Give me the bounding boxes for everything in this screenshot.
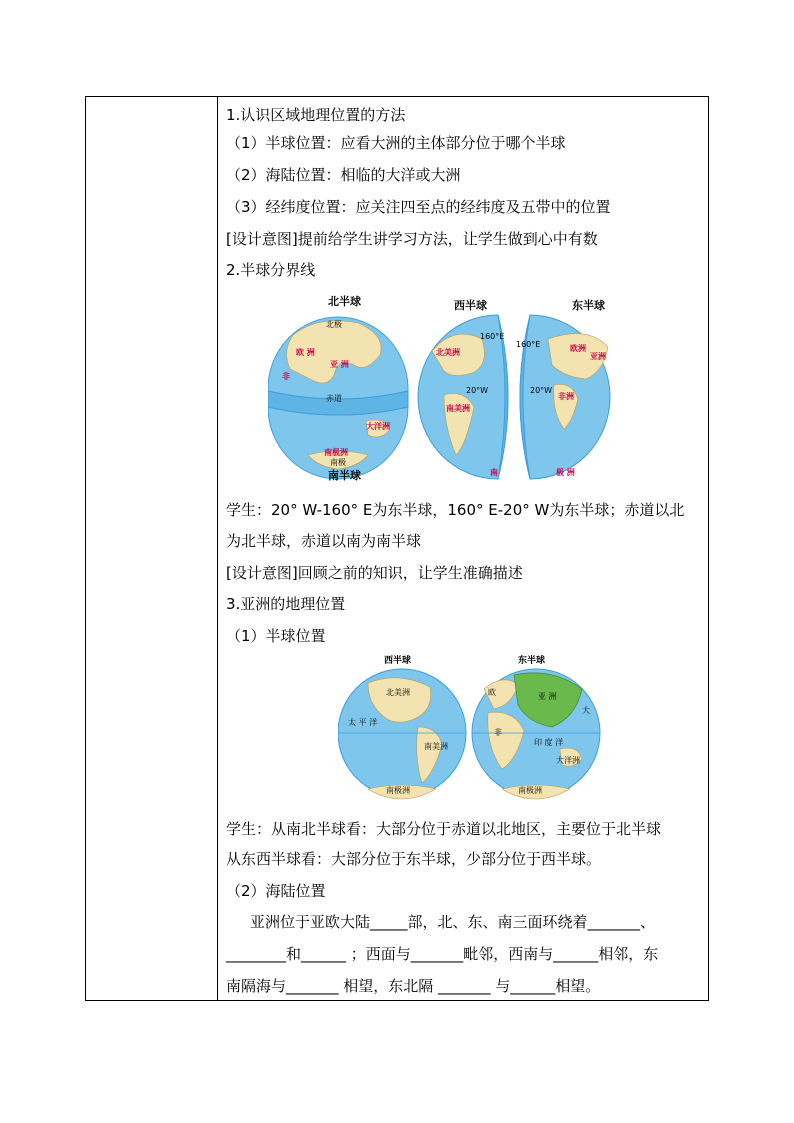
west-hemisphere-label: 西半球 [454, 299, 487, 312]
student-answer: 学生：从南北半球看：大部分位于赤道以北地区，主要位于北半球 [226, 820, 662, 838]
north-pole-label: 北极 [326, 320, 342, 329]
text-line: （1）半球位置 [226, 627, 326, 645]
asia-label: 亚 洲 [538, 692, 557, 701]
text-line: （1）半球位置：应看大洲的主体部分位于哪个半球 [226, 134, 566, 152]
indian-ocean-label: 印 度 洋 [534, 738, 564, 747]
north-america-label: 北美洲 [386, 688, 410, 697]
north-hemisphere-label: 北半球 [328, 295, 361, 308]
asia-hemisphere-figure [338, 653, 602, 803]
south-america-label: 南美洲 [446, 404, 470, 413]
student-answer: 从东西半球看：大部分位于东半球，少部分位于西半球。 [226, 850, 602, 868]
north-america-label: 北美洲 [436, 348, 460, 357]
pacific-label: 太 平 洋 [348, 718, 378, 727]
lon-20w-label-east: 20°W [530, 386, 553, 395]
antarctica-east-label: 极 洲 [556, 468, 575, 477]
east-hemisphere-label: 东半球 [572, 299, 605, 312]
fill-in-blank: 南隔海与_______ 相望，东北隔 _______ 与______相望。 [226, 977, 601, 995]
antarctica-west-label: 南 [490, 468, 498, 477]
content-table [85, 96, 709, 1001]
fill-in-blank: 亚洲位于亚欧大陆_____部，北、东、南三面环绕着_______、 [250, 913, 656, 931]
europe-east-label: 欧洲 [570, 344, 586, 353]
antarctica-label: 南极洲 [324, 448, 348, 457]
design-intent: [设计意图]提前给学生讲学习方法，让学生做到心中有数 [226, 230, 598, 248]
lon-160e-label-east: 160°E [516, 340, 541, 349]
text-line: 1.认识区域地理位置的方法 [226, 106, 406, 124]
africa-east-label: 非洲 [558, 392, 574, 401]
section-heading: 3.亚洲的地理位置 [226, 595, 346, 613]
asia-east-label: 亚洲 [590, 352, 606, 361]
design-intent: [设计意图]回顾之前的知识，让学生准确描述 [226, 564, 523, 582]
south-hemisphere-label: 南半球 [328, 469, 361, 482]
student-answer: 为北半球，赤道以南为南半球 [226, 532, 422, 550]
student-answer: 学生：20° W-160° E为东半球，160° E-20° W为东半球；赤道以北 [226, 501, 685, 519]
text-line: （2）海陆位置 [226, 882, 326, 900]
europe-label: 欧 洲 [296, 348, 315, 357]
content-cell [218, 97, 708, 1000]
text-line: （2）海陆位置：相临的大洋或大洲 [226, 166, 461, 184]
equator-label: 赤道 [326, 394, 342, 403]
pacific-short-label: 大 [582, 706, 590, 715]
oceania-label: 大洋洲 [366, 422, 390, 431]
south-pole-label: 南极 [330, 458, 346, 467]
asia-label: 亚 洲 [330, 360, 349, 369]
oceania-label: 大洋洲 [556, 756, 580, 765]
east-hemisphere-label: 东半球 [518, 656, 546, 666]
africa-label: 非 [282, 372, 290, 381]
hemisphere-boundary-figure [268, 295, 658, 485]
lon-20w-label-west: 20°W [466, 386, 489, 395]
west-hemisphere-label: 西半球 [384, 656, 412, 666]
africa-label: 非 [494, 728, 502, 737]
section-heading: 2.半球分界线 [226, 261, 316, 279]
antarctica-east-label: 南极洲 [518, 786, 542, 795]
lon-160e-label-west: 160°E [480, 332, 505, 341]
south-america-label: 南美洲 [424, 742, 448, 751]
text-line: （3）经纬度位置：应关注四至点的经纬度及五带中的位置 [226, 198, 611, 216]
europe-label: 欧 [488, 688, 496, 697]
antarctica-west-label: 南极洲 [386, 786, 410, 795]
fill-in-blank: ________和______ ；西面与_______毗邻，西南与______相邻，东 [226, 945, 659, 963]
